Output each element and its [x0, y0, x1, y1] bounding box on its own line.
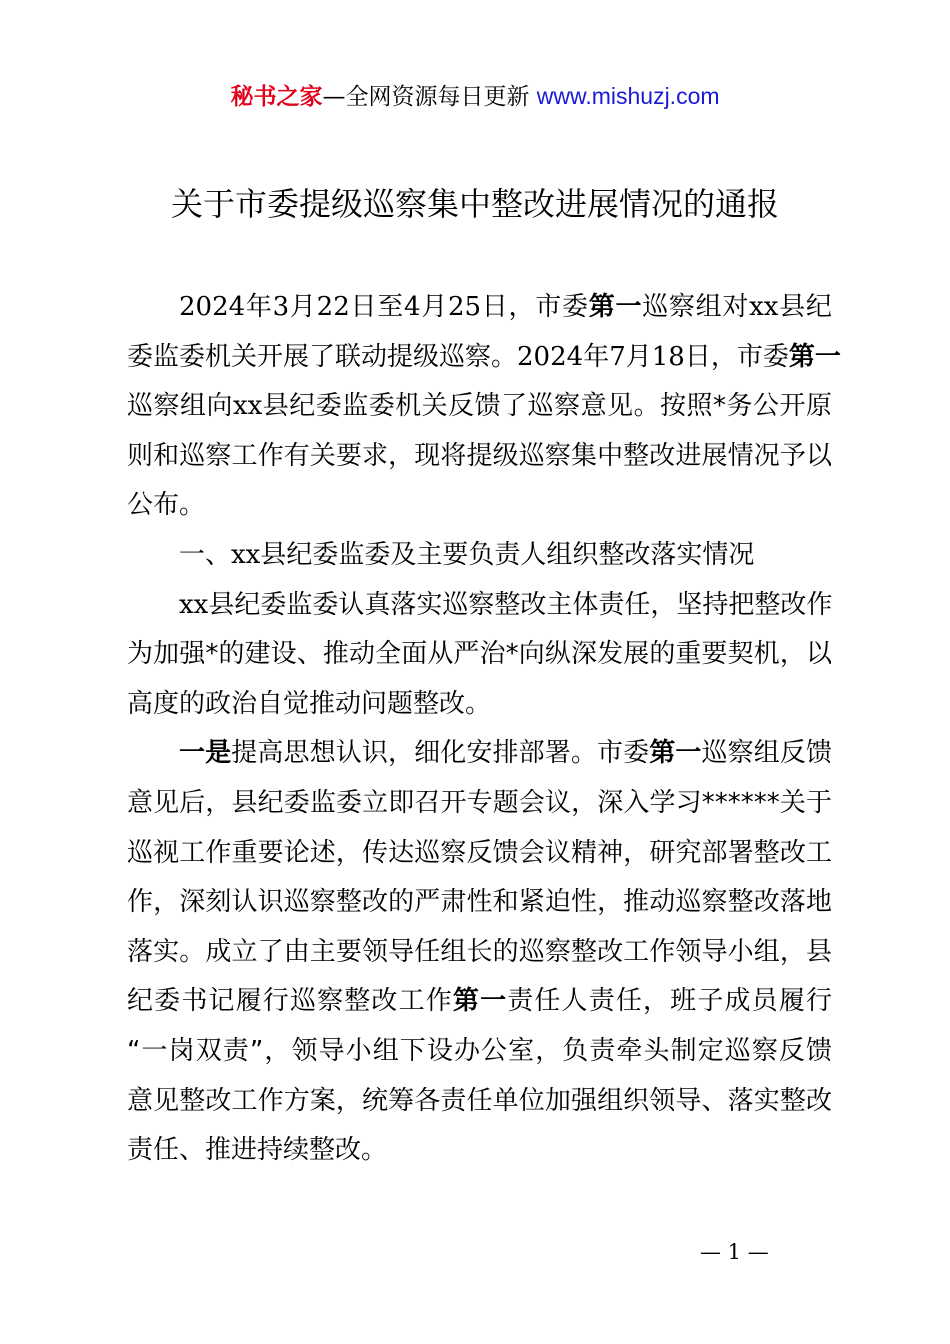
- paragraph-3-line-1: 一是提高思想认识，细化安排部署。市委第一巡察组反馈: [179, 738, 832, 769]
- page-number: — 1 —: [700, 1240, 769, 1264]
- paragraph-3-line-8: 意见整改工作方案，统筹各责任单位加强组织领导、落实整改: [127, 1085, 832, 1116]
- paragraph-2-line-1: xx县纪委监委认真落实巡察整改主体责任，坚持把整改作: [179, 589, 833, 620]
- paragraph-2-line-3: 高度的政治自觉推动问题整改。: [127, 688, 492, 719]
- site-url-link[interactable]: www.mishuzj.com: [536, 83, 720, 109]
- paragraph-2-line-2: 为加强*的建设、推动全面从严治*向纵深发展的重要契机，以: [127, 639, 832, 670]
- paragraph-1-line-2: 委监委机关开展了联动提级巡察。2024年7月18日，市委第一: [127, 341, 841, 372]
- paragraph-1-line-4: 则和巡察工作有关要求，现将提级巡察集中整改进展情况予以: [127, 440, 832, 471]
- section-1-heading: 一、xx县纪委监委及主要负责人组织整改落实情况: [179, 539, 755, 570]
- paragraph-3-line-6: 纪委书记履行巡察整改工作第一责任人责任，班子成员履行: [127, 986, 832, 1017]
- paragraph-3-line-9: 责任、推进持续整改。: [127, 1135, 388, 1166]
- document-title: 关于市委提级巡察集中整改进展情况的通报: [170, 185, 779, 223]
- paragraph-1-line-1: 2024年3月22日至4月25日，市委第一巡察组对xx县纪: [179, 292, 832, 322]
- paragraph-3-line-3: 巡视工作重要论述，传达巡察反馈会议精神，研究部署整改工: [127, 837, 832, 868]
- document-body: [127, 283, 841, 1176]
- paragraph-3-line-7: “一岗双责”，领导小组下设办公室，负责牵头制定巡察反馈: [127, 1035, 832, 1066]
- site-brand: 秘书之家: [230, 84, 323, 110]
- site-tagline: —全网资源每日更新: [322, 84, 537, 110]
- site-banner: [0, 80, 950, 113]
- paragraph-3-line-5: 落实。成立了由主要领导任组长的巡察整改工作领导小组，县: [127, 936, 832, 967]
- paragraph-1-line-5: 公布。: [127, 490, 206, 521]
- paragraph-3-line-4: 作，深刻认识巡察整改的严肃性和紧迫性，推动巡察整改落地: [127, 887, 832, 918]
- paragraph-3-line-2: 意见后，县纪委监委立即召开专题会议，深入学习******关于: [127, 787, 832, 818]
- paragraph-1-line-3: 巡察组向xx县纪委监委机关反馈了巡察意见。按照*务公开原: [127, 391, 832, 422]
